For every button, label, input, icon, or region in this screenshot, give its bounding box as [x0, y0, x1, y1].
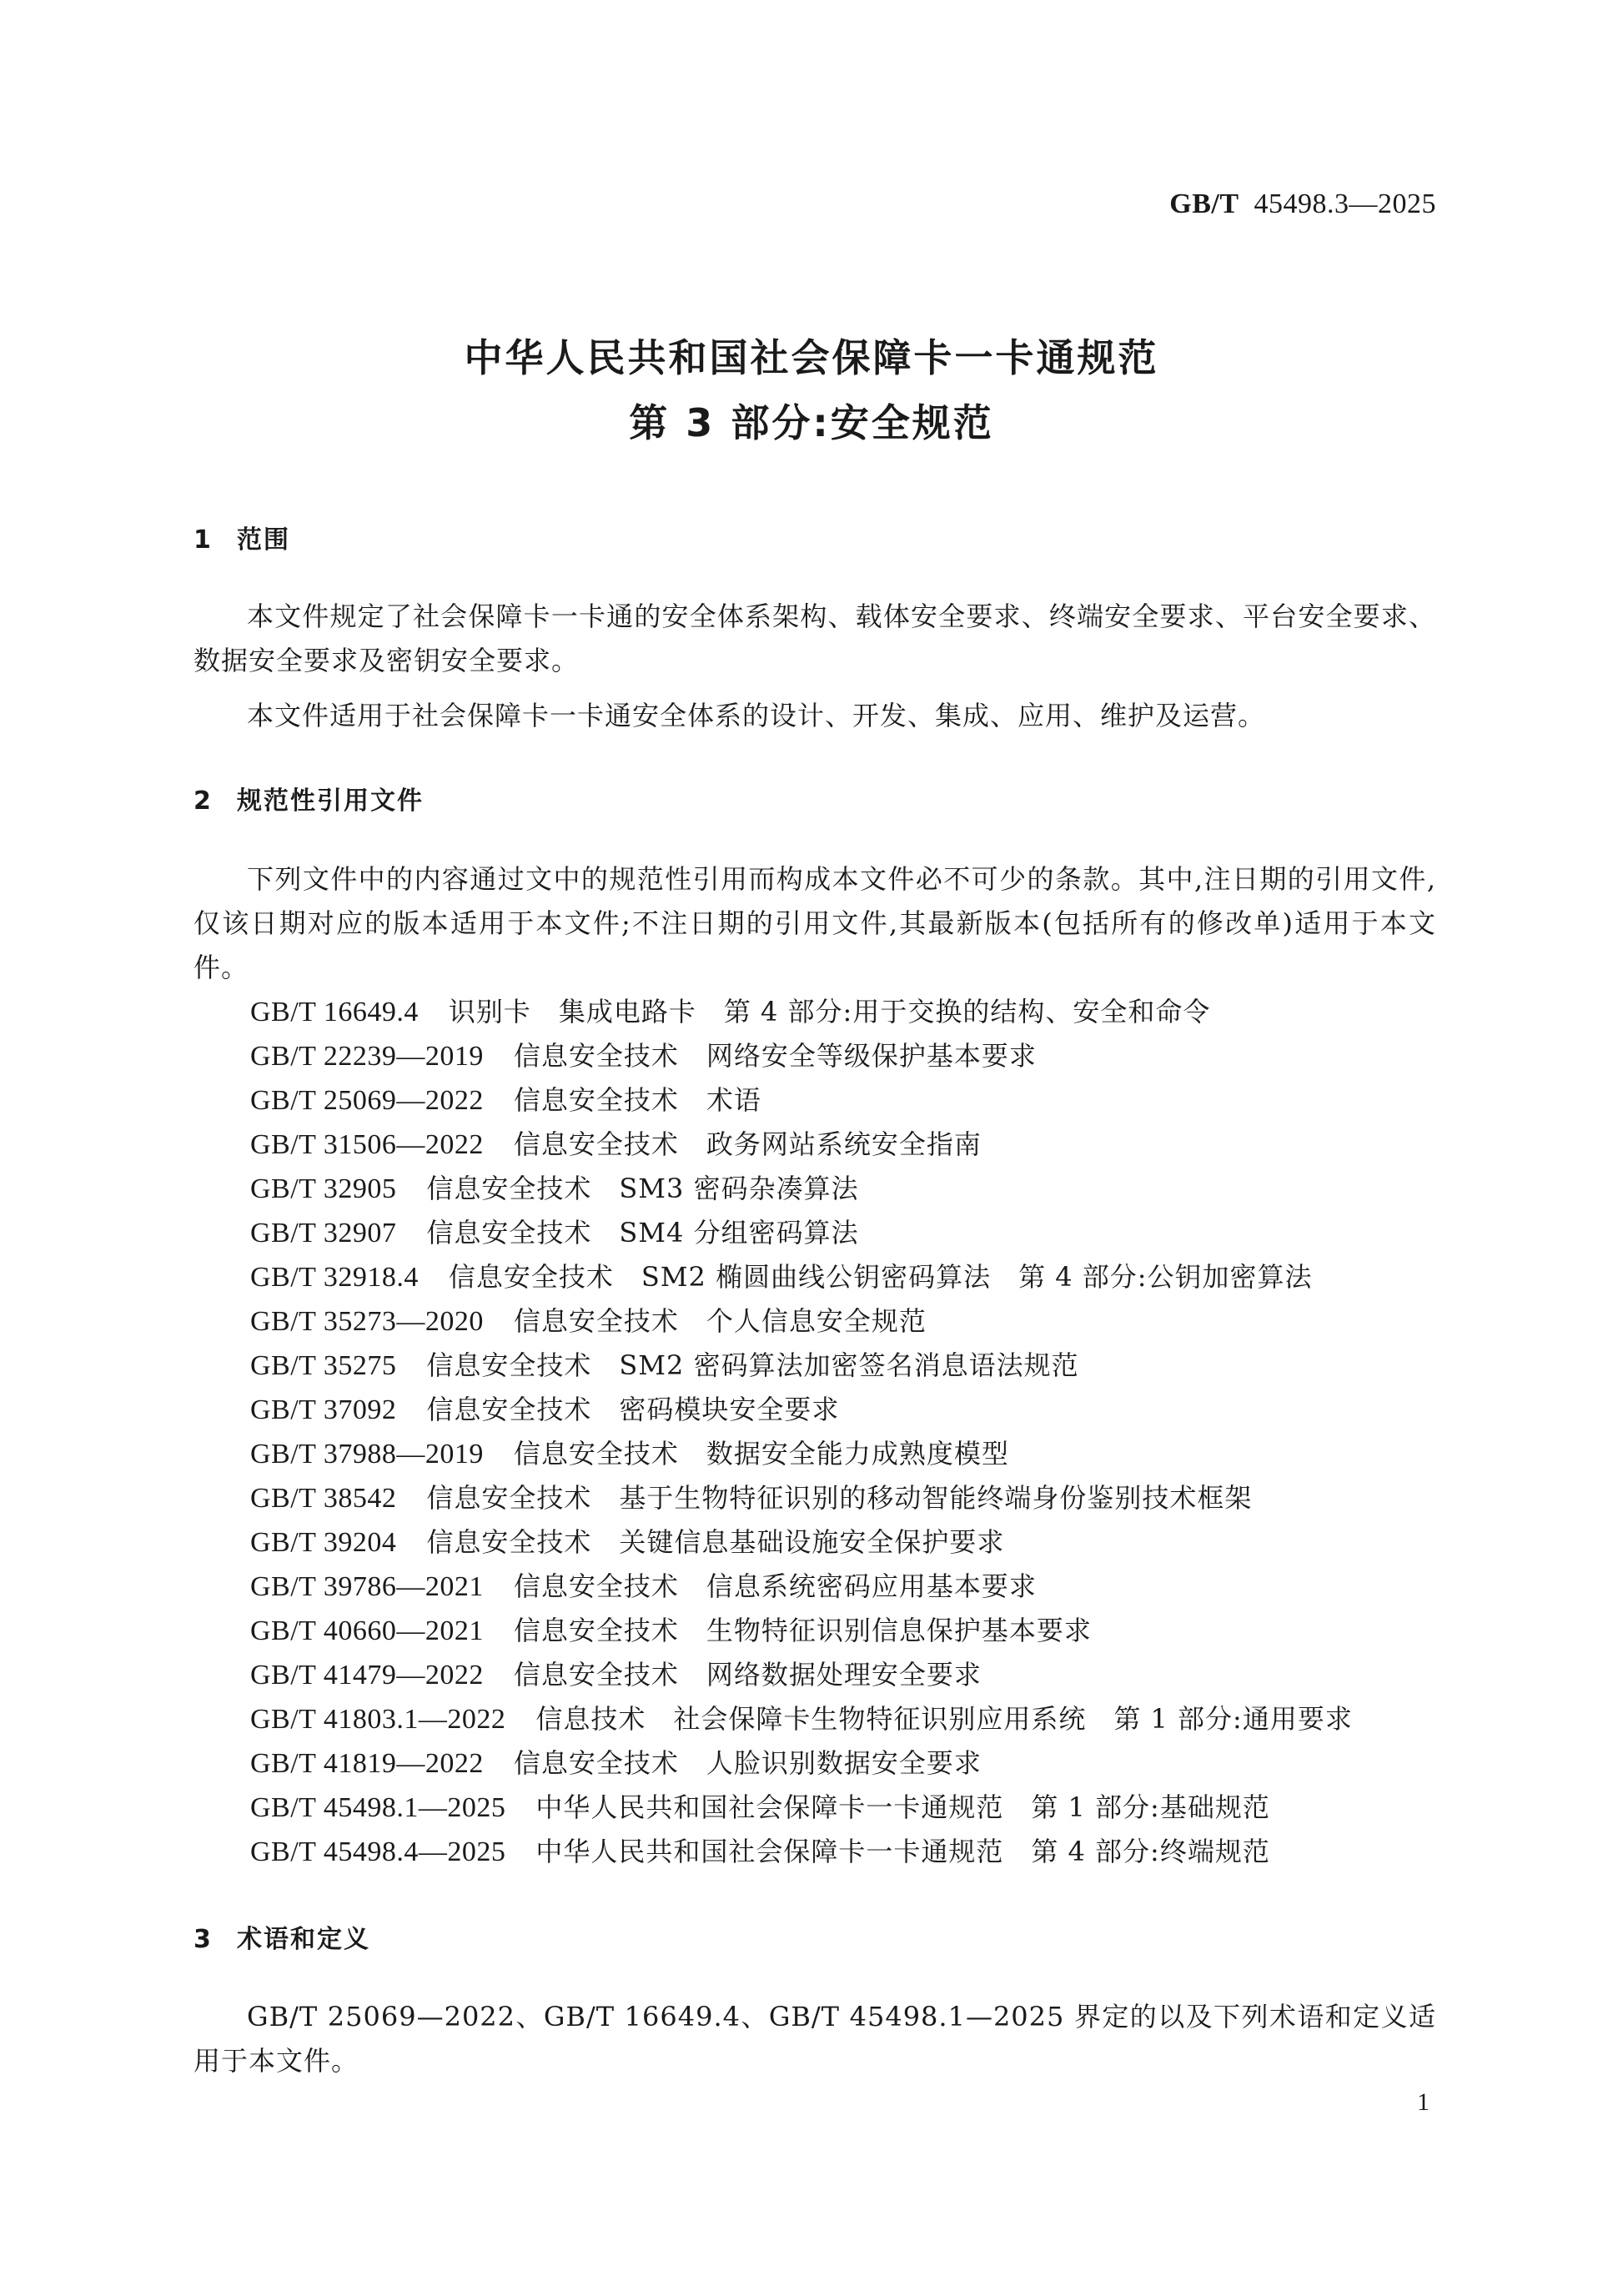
standard-number-value: 45498.3—2025: [1254, 188, 1436, 219]
reference-code: GB/T 25069—2022: [250, 1085, 484, 1116]
reference-code: GB/T 22239—2019: [250, 1041, 484, 1072]
section-heading-terms: [193, 1918, 370, 1955]
reference-code: GB/T 39786—2021: [250, 1571, 484, 1602]
section-heading-normative-references: [193, 780, 424, 816]
reference-item: [250, 1078, 1353, 1123]
reference-title: 信息安全技术 SM2 密码算法加密签名消息语法规范: [426, 1349, 1079, 1381]
reference-item: [250, 1653, 1353, 1697]
reference-code: GB/T 40660—2021: [250, 1615, 484, 1646]
reference-code: GB/T 35275: [250, 1350, 397, 1381]
page-number: 1: [1417, 2088, 1430, 2116]
reference-item: [250, 1034, 1353, 1078]
section-number: 1: [193, 525, 213, 555]
reference-code: GB/T 32905: [250, 1173, 397, 1204]
reference-code: GB/T 41803.1—2022: [250, 1704, 506, 1735]
reference-code: GB/T 41479—2022: [250, 1660, 484, 1691]
reference-item: [250, 1123, 1353, 1167]
reference-code: GB/T 31506—2022: [250, 1129, 484, 1160]
reference-title: 中华人民共和国社会保障卡一卡通规范 第 1 部分:基础规范: [535, 1791, 1270, 1823]
reference-item: [250, 1476, 1353, 1520]
reference-item: [250, 1432, 1353, 1476]
reference-code: GB/T 16649.4: [250, 997, 419, 1027]
reference-code: GB/T 35273—2020: [250, 1306, 484, 1337]
normative-references-intro: 下列文件中的内容通过文中的规范性引用而构成本文件必不可少的条款。其中,注日期的引用文件,仅该日期对应的版本适用于本文件;不注日期的引用文件,其最新版本(包括所有的修改单)适用于本文件。: [193, 863, 1436, 983]
reference-title: 信息安全技术 网络数据处理安全要求: [513, 1659, 982, 1691]
reference-item: [250, 1167, 1353, 1211]
reference-code: GB/T 37988—2019: [250, 1439, 484, 1470]
reference-title: 信息技术 社会保障卡生物特征识别应用系统 第 1 部分:通用要求: [535, 1703, 1353, 1735]
reference-item: [250, 1741, 1353, 1786]
reference-item: [250, 1786, 1353, 1830]
section-title: 规范性引用文件: [237, 786, 424, 816]
title-line-2: 第 3 部分:安全规范: [629, 400, 994, 445]
reference-title: 信息安全技术 个人信息安全规范: [513, 1305, 927, 1337]
reference-item: [250, 1255, 1353, 1299]
document-title: [0, 325, 1623, 455]
section-number: 2: [193, 786, 213, 816]
reference-title: 信息安全技术 数据安全能力成熟度模型: [513, 1438, 1009, 1470]
reference-code: GB/T 38542: [250, 1483, 397, 1514]
reference-title: 信息安全技术 关键信息基础设施安全保护要求: [426, 1526, 1005, 1558]
reference-title: 识别卡 集成电路卡 第 4 部分:用于交换的结构、安全和命令: [448, 996, 1211, 1027]
scope-paragraph-1: 本文件规定了社会保障卡一卡通的安全体系架构、载体安全要求、终端安全要求、平台安全要求、数据安全要求及密钥安全要求。: [193, 600, 1436, 676]
standard-code: GB/T: [1169, 188, 1239, 219]
reference-title: 中华人民共和国社会保障卡一卡通规范 第 4 部分:终端规范: [535, 1836, 1270, 1867]
reference-title: 信息安全技术 网络安全等级保护基本要求: [513, 1040, 1037, 1072]
reference-title: 信息安全技术 政务网站系统安全指南: [513, 1128, 982, 1160]
standard-number: [1169, 188, 1436, 220]
section-heading-scope: [193, 519, 290, 555]
reference-item: [250, 1565, 1353, 1609]
reference-item: [250, 1830, 1353, 1874]
reference-item: [250, 1388, 1353, 1432]
reference-title: 信息安全技术 密码模块安全要求: [426, 1394, 840, 1425]
reference-code: GB/T 39204: [250, 1527, 397, 1558]
scope-paragraph-2: 本文件适用于社会保障卡一卡通安全体系的设计、开发、集成、应用、维护及运营。: [247, 700, 1266, 731]
reference-code: GB/T 32918.4: [250, 1262, 419, 1293]
section-title: 术语和定义: [237, 1925, 370, 1954]
reference-title: 信息安全技术 信息系统密码应用基本要求: [513, 1570, 1037, 1602]
reference-code: GB/T 37092: [250, 1394, 397, 1425]
reference-item: [250, 990, 1353, 1034]
title-line-1: 中华人民共和国社会保障卡一卡通规范: [464, 335, 1159, 380]
reference-code: GB/T 45498.4—2025: [250, 1836, 506, 1867]
reference-item: [250, 1344, 1353, 1388]
reference-item: [250, 1520, 1353, 1565]
reference-title: 信息安全技术 人脸识别数据安全要求: [513, 1747, 982, 1779]
section-title: 范围: [237, 525, 290, 555]
reference-item: [250, 1697, 1353, 1741]
reference-item: [250, 1299, 1353, 1344]
reference-item: [250, 1211, 1353, 1255]
reference-title: 信息安全技术 生物特征识别信息保护基本要求: [513, 1615, 1092, 1646]
reference-title: 信息安全技术 SM4 分组密码算法: [426, 1217, 859, 1248]
reference-code: GB/T 45498.1—2025: [250, 1792, 506, 1823]
reference-title: 信息安全技术 SM3 密码杂凑算法: [426, 1173, 859, 1204]
reference-item: [250, 1609, 1353, 1653]
reference-code: GB/T 32907: [250, 1218, 397, 1248]
reference-code: GB/T 41819—2022: [250, 1748, 484, 1779]
reference-list: [250, 990, 1353, 1874]
reference-title: 信息安全技术 SM2 椭圆曲线公钥密码算法 第 4 部分:公钥加密算法: [448, 1261, 1313, 1293]
reference-title: 信息安全技术 术语: [513, 1084, 761, 1116]
reference-title: 信息安全技术 基于生物特征识别的移动智能终端身份鉴别技术框架: [426, 1482, 1253, 1514]
section-number: 3: [193, 1925, 213, 1954]
terms-paragraph: GB/T 25069—2022、GB/T 16649.4、GB/T 45498.1—2025 界定的以及下列术语和定义适用于本文件。: [193, 2001, 1436, 2077]
